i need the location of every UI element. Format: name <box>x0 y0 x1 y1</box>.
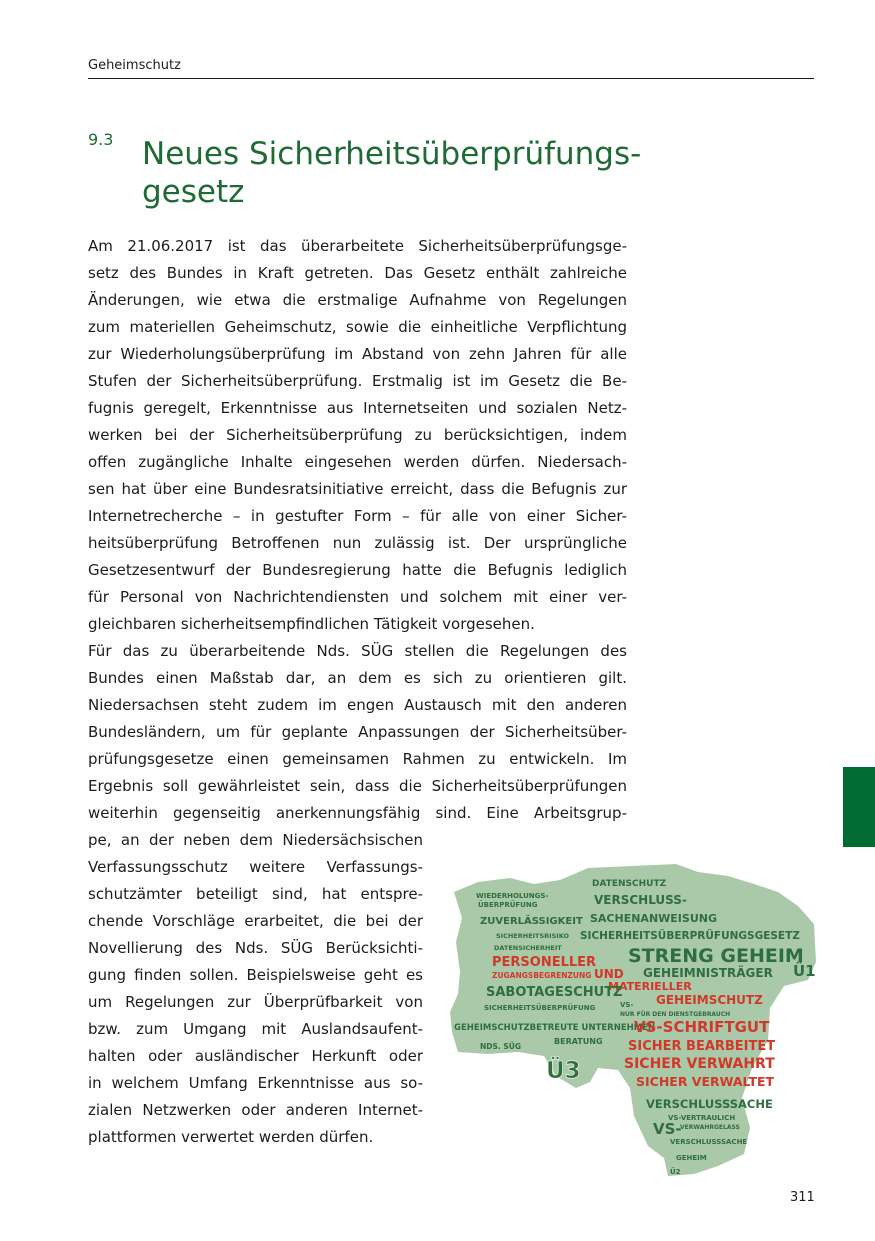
map-word: STRENG GEHEIM <box>628 945 804 967</box>
map-word: SICHERHEITSÜBERPRÜFUNGSGESETZ <box>580 930 800 942</box>
text-line: plattformen verwertet werden dürfen. <box>88 1128 374 1146</box>
text-line: um Regelungen zur Überprüfbarkeit von <box>88 993 423 1011</box>
section-title-line: Neues Sicherheitsüberprüfungs- <box>142 135 642 172</box>
map-word: PERSONELLER <box>492 955 597 970</box>
text-line: in welchem Umfang Erkenntnisse aus so- <box>88 1074 423 1092</box>
text-line: gung finden sollen. Beispielsweise geht es <box>88 966 423 984</box>
map-word: GEHEIM <box>676 1154 707 1162</box>
map-word: VS-SCHRIFTGUT <box>634 1018 770 1036</box>
text-line: Internetrecherche – in gestufter Form – für alle von einer Sicher- <box>88 507 627 525</box>
text-line: gleichbaren sicherheitsempfindlichen Tätigkeit vorgesehen. <box>88 615 535 633</box>
map-word: SACHENANWEISUNG <box>590 912 717 925</box>
text-line: Niedersachsen steht zudem im engen Austausch mit den anderen <box>88 696 627 714</box>
running-head: Geheimschutz <box>88 58 181 73</box>
map-word: ZUVERLÄSSIGKEIT <box>480 916 583 927</box>
word-cloud-map <box>448 862 818 1178</box>
text-line: bzw. zum Umgang mit Auslandsaufent- <box>88 1020 423 1038</box>
map-word: SICHERHEITSÜBERPRÜFUNG <box>484 1004 596 1012</box>
map-word: WIEDERHOLUNGS- <box>476 892 549 900</box>
paragraph-1 <box>88 233 627 638</box>
text-line: setz des Bundes in Kraft getreten. Das Gesetz enthält zahlreiche <box>88 264 627 282</box>
map-word: VERSCHLUSSSACHE <box>646 1097 773 1111</box>
text-line: pe, an der neben dem Niedersächsischen <box>88 831 423 849</box>
text-line: fugnis geregelt, Erkenntnisse aus Internetseiten und sozialen Netz- <box>88 399 627 417</box>
map-word: SICHER VERWAHRT <box>624 1056 775 1072</box>
text-line: zur Wiederholungsüberprüfung im Abstand von zehn Jahren für alle <box>88 345 627 363</box>
section-title-line: gesetz <box>142 173 245 210</box>
map-word: SICHERHEITSRISIKO <box>496 932 569 940</box>
map-word: NUR FÜR DEN DIENSTGEBRAUCH <box>620 1011 731 1018</box>
section-title <box>142 135 662 211</box>
map-word: DATENSICHERHEIT <box>494 944 562 952</box>
text-line: weiterhin gegenseitig anerkennungsfähig sind. Eine Arbeitsgrup- <box>88 804 627 822</box>
page-number: 311 <box>790 1190 815 1205</box>
text-line: prüfungsgesetze einen gemeinsamen Rahmen zu entwickeln. Im <box>88 750 627 768</box>
text-line: halten oder ausländischer Herkunft oder <box>88 1047 423 1065</box>
text-line: zum materiellen Geheimschutz, sowie die einheitliche Verpflichtung <box>88 318 627 336</box>
text-line: Bundes einen Maßstab dar, an dem es sich zu orientieren gilt. <box>88 669 627 687</box>
header-rule <box>88 78 814 79</box>
text-line: Für das zu überarbeitende Nds. SÜG stellen die Regelungen des <box>88 642 627 660</box>
map-word: Ü1 <box>793 962 816 980</box>
map-word: SICHER VERWALTET <box>636 1074 775 1089</box>
text-line: Am 21.06.2017 ist das überarbeitete Sicherheitsüberprüfungsge- <box>88 237 627 255</box>
text-line: Ergebnis soll gewährleistet sein, dass die Sicherheitsüberprüfungen <box>88 777 627 795</box>
text-line: Bundesländern, um für geplante Anpassungen der Sicherheitsüber- <box>88 723 627 741</box>
map-word: DATENSCHUTZ <box>592 879 667 889</box>
map-word: NDS. SÜG <box>480 1042 522 1051</box>
map-word: VERSCHLUSS- <box>594 893 687 907</box>
text-line: Änderungen, wie etwa die erstmalige Aufnahme von Regelungen <box>88 291 627 309</box>
text-line: heitsüberprüfung Betroffenen nun zulässig ist. Der ursprüngliche <box>88 534 627 552</box>
map-word: VERSCHLUSSSACHE <box>670 1138 748 1146</box>
paragraph-3 <box>88 827 423 1151</box>
map-word: SABOTAGESCHUTZ <box>486 985 623 1000</box>
map-word: MATERIELLER <box>608 980 692 993</box>
text-line: werken bei der Sicherheitsüberprüfung zu berücksichtigen, indem <box>88 426 627 444</box>
map-word: ZUGANGSBEGRENZUNG <box>492 971 592 980</box>
map-word: SICHER BEARBEITET <box>628 1039 776 1054</box>
text-line: Novellierung des Nds. SÜG Berücksichti- <box>88 939 423 957</box>
map-word: GEHEIMSCHUTZ <box>656 993 763 1007</box>
map-word: VS- <box>653 1120 682 1138</box>
map-word: GEHEIMSCHUTZBETREUTE UNTERNEHMEN <box>454 1023 656 1033</box>
text-line: schutzämter beteiligt sind, hat entspre- <box>88 885 423 903</box>
map-word: Ü2 <box>670 1168 681 1176</box>
map-word: GEHEIMNISTRÄGER <box>643 966 773 980</box>
map-word: UND <box>594 967 624 981</box>
map-word: VS- <box>620 1001 634 1009</box>
text-line: chende Vorschläge erarbeitet, die bei der <box>88 912 423 930</box>
map-word: BERATUNG <box>554 1037 603 1046</box>
text-line: offen zugängliche Inhalte eingesehen werden dürfen. Niedersach- <box>88 453 627 471</box>
map-word: VS-VERTRAULICH <box>668 1114 736 1122</box>
section-number: 9.3 <box>88 130 114 149</box>
paragraph-2 <box>88 638 627 827</box>
text-line: Stufen der Sicherheitsüberprüfung. Erstmalig ist im Gesetz die Be- <box>88 372 627 390</box>
map-word: VERWAHRGELASS <box>680 1124 740 1131</box>
map-word: ÜBERPRÜFUNG <box>478 901 538 909</box>
chapter-tab-marker <box>843 767 875 847</box>
map-word: Ü3 <box>546 1058 581 1084</box>
text-line: Verfassungsschutz weitere Verfassungs- <box>88 858 423 876</box>
text-line: zialen Netzwerken oder anderen Internet- <box>88 1101 423 1119</box>
text-line: für Personal von Nachrichtendiensten und solchem mit einer ver- <box>88 588 627 606</box>
text-line: Gesetzesentwurf der Bundesregierung hatte die Befugnis lediglich <box>88 561 627 579</box>
text-line: sen hat über eine Bundesratsinitiative erreicht, dass die Befugnis zur <box>88 480 627 498</box>
